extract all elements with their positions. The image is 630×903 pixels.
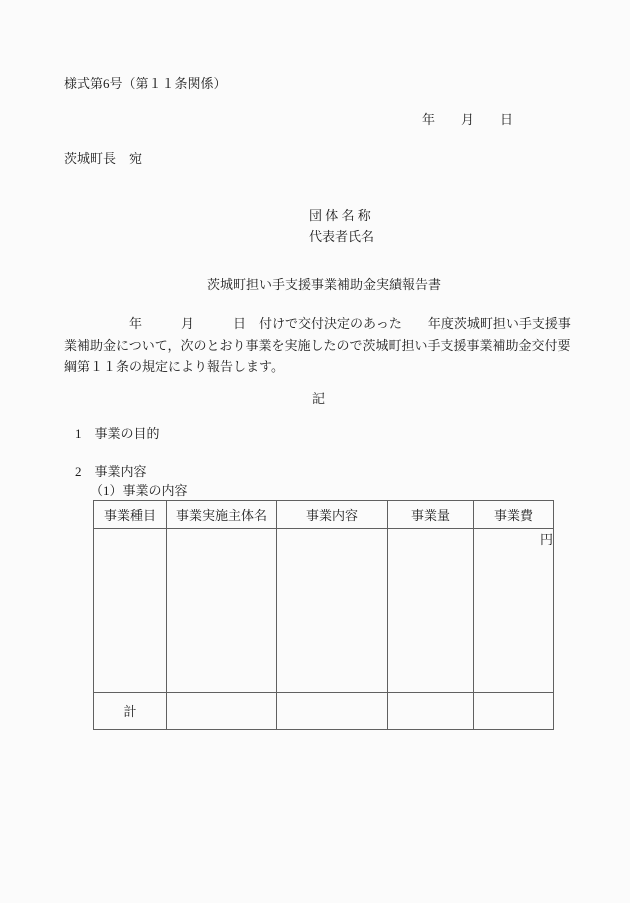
business-table <box>93 500 554 730</box>
representative-name-label: 代表者氏名 <box>309 229 375 244</box>
cell-implementing-body <box>167 528 277 692</box>
body-line-1: 年 月 日 付けで交付決定のあった 年度茨城町担い手支援事 <box>64 316 571 331</box>
col-header-business-content: 事業内容 <box>277 500 388 528</box>
total-implementing-body-cell <box>167 692 277 729</box>
cell-business-cost <box>474 528 554 692</box>
yen-unit-label: 円 <box>539 531 553 547</box>
total-business-volume-cell <box>388 692 474 729</box>
cell-business-volume <box>388 528 474 692</box>
table-entry-row <box>94 528 554 692</box>
col-header-business-type: 事業種目 <box>94 500 167 528</box>
addressee: 茨城町長 宛 <box>64 151 143 166</box>
col-header-implementing-body: 事業実施主体名 <box>167 500 277 528</box>
organization-block <box>309 205 630 247</box>
section-item-2-1: （1）事業の内容 <box>90 482 188 498</box>
cell-business-type <box>94 528 167 692</box>
section-item-2: 2 事業内容 <box>75 463 147 479</box>
body-line-2: 業補助金について，次のとおり事業を実施したので茨城町担い手支援事業補助金交付要 <box>64 337 571 353</box>
org-name-label: 団 体 名 称 <box>309 208 371 223</box>
table-total-row <box>94 692 554 729</box>
record-marker: 記 <box>312 390 326 406</box>
form-number: 様式第6号（第１１条関係） <box>64 76 227 91</box>
total-label-cell: 計 <box>94 692 167 729</box>
total-business-cost-cell <box>474 692 554 729</box>
issue-date-line: 年 月 日 <box>422 112 514 127</box>
total-business-content-cell <box>277 692 388 729</box>
body-line-3: 綱第１１条の規定により報告します。 <box>64 359 284 374</box>
table-header-row <box>94 500 554 528</box>
cell-business-content <box>277 528 388 692</box>
col-header-business-cost: 事業費 <box>474 500 554 528</box>
document-title: 茨城町担い手支援事業補助金実績報告書 <box>207 277 442 292</box>
section-item-1: 1 事業の目的 <box>75 425 160 441</box>
col-header-business-volume: 事業量 <box>388 500 474 528</box>
body-paragraph <box>64 313 630 378</box>
